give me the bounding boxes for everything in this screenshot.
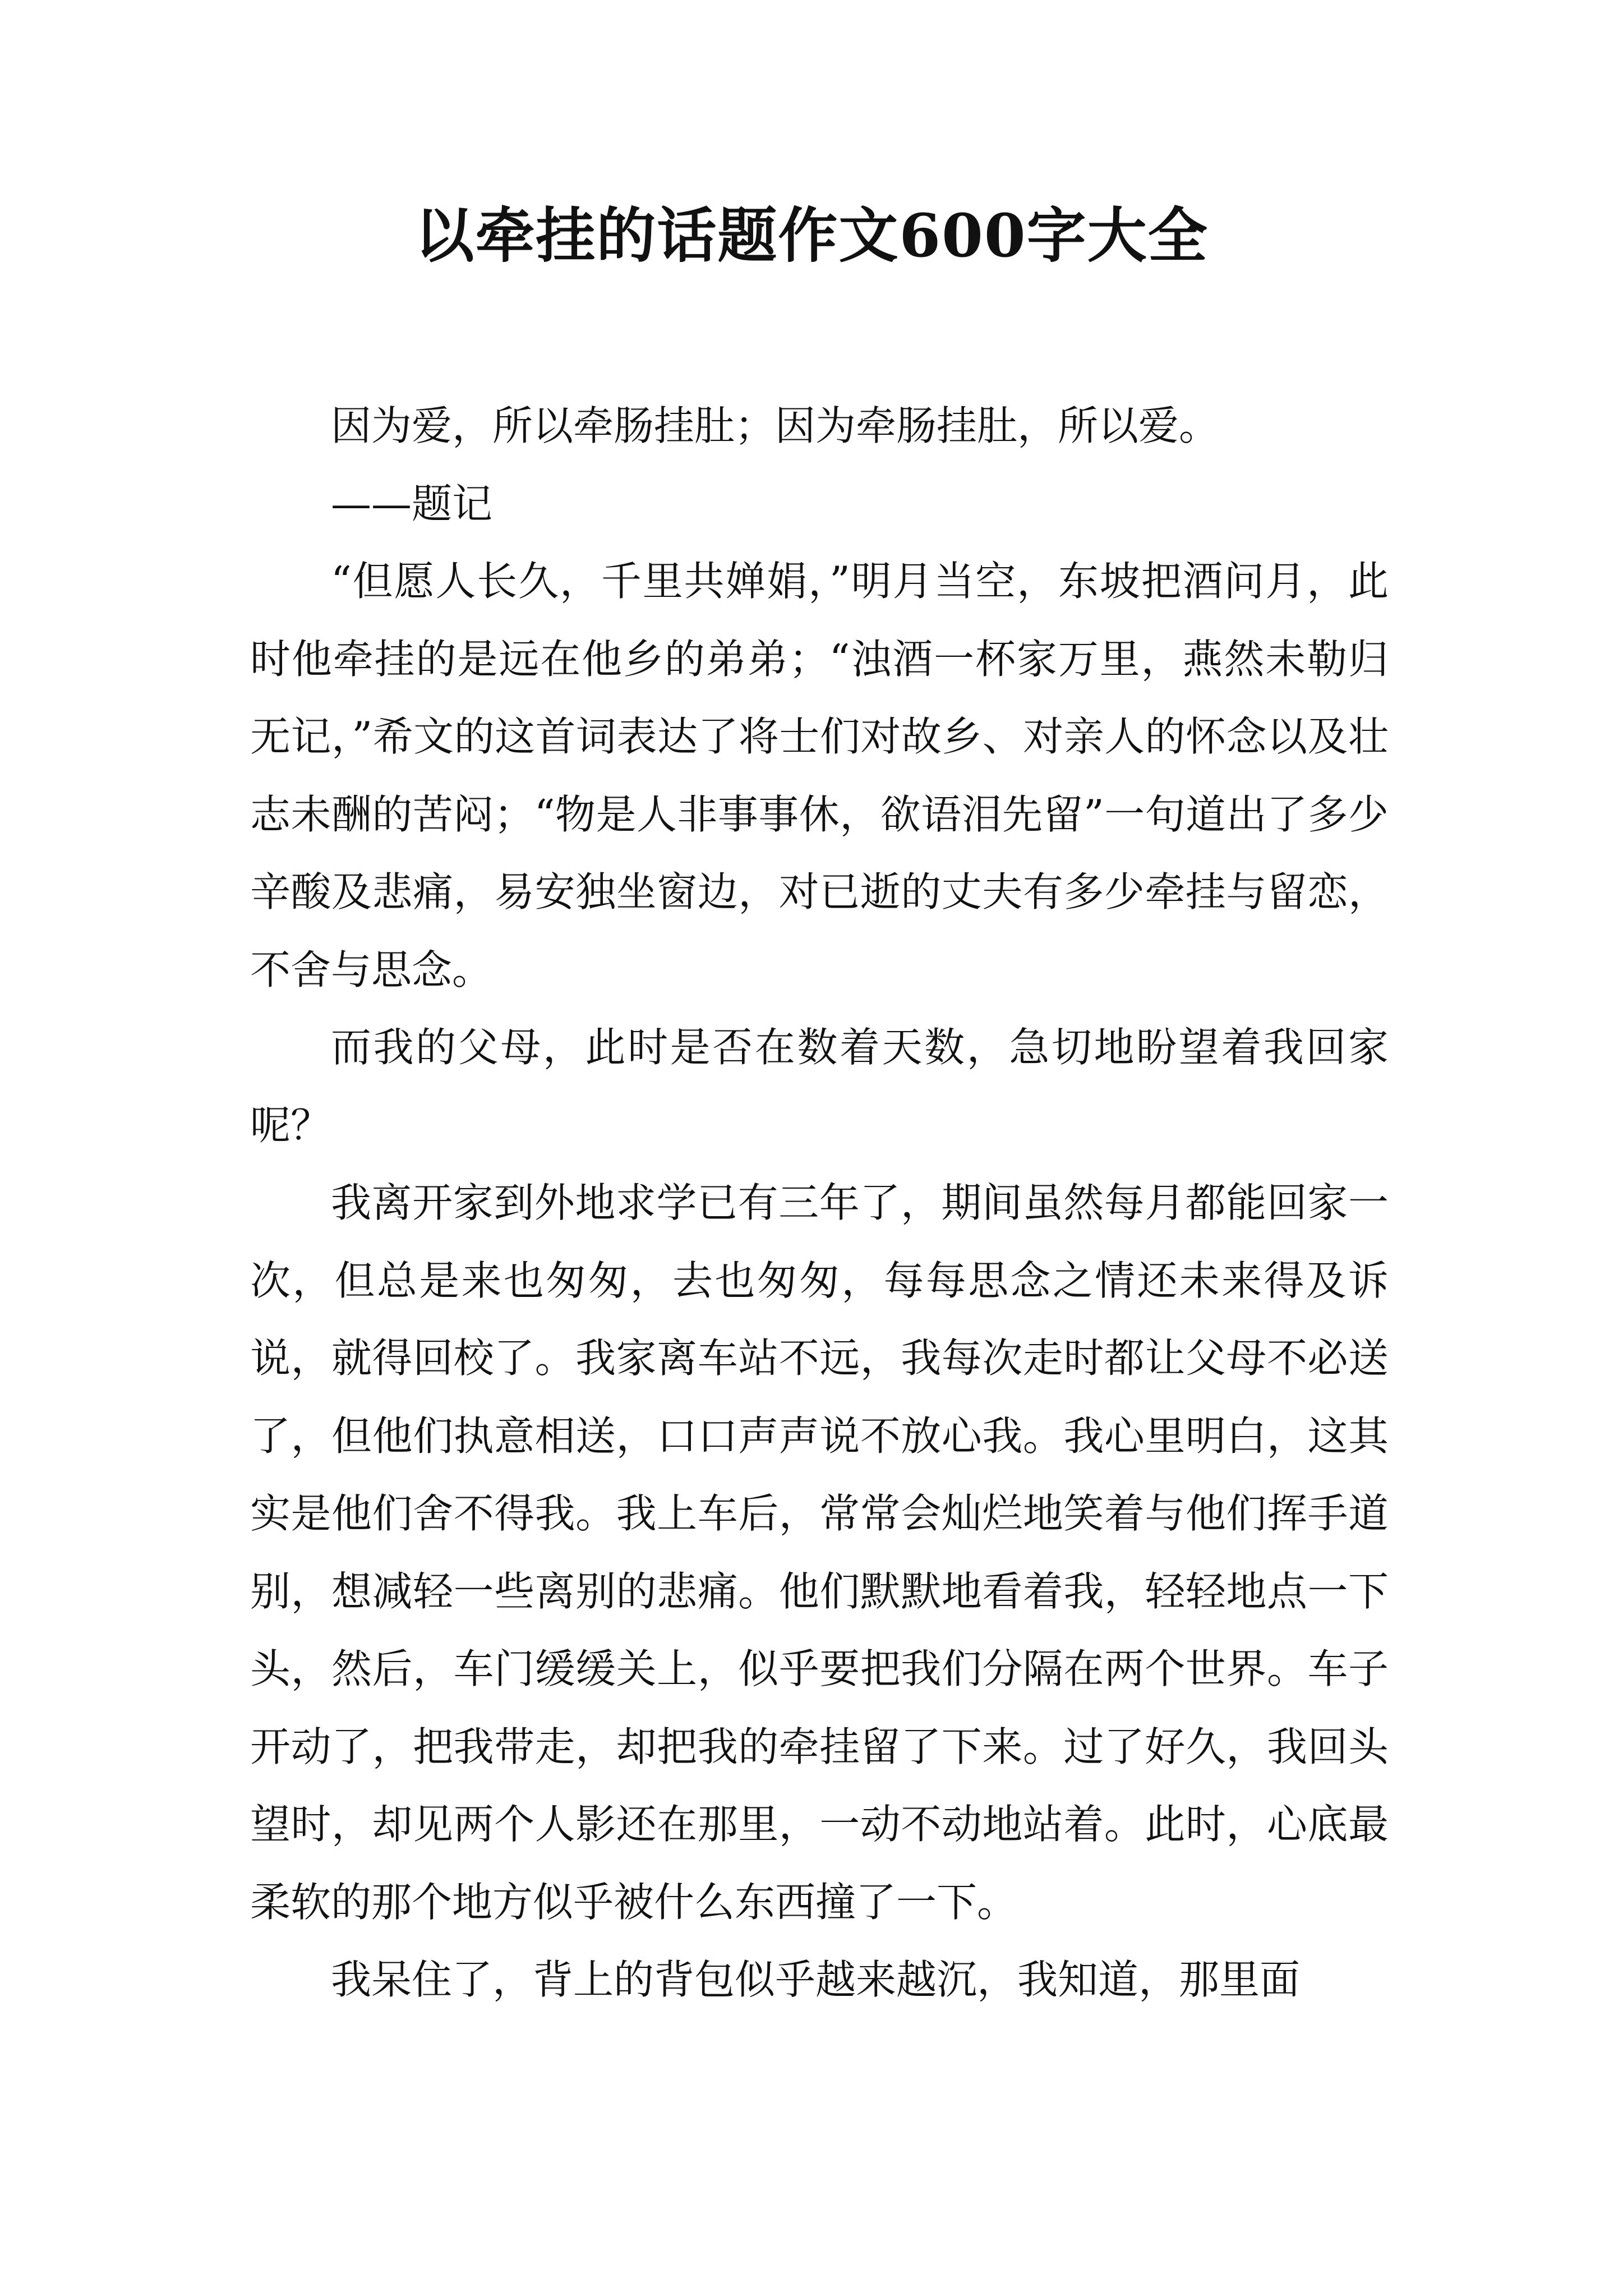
paragraph-poetry: “但愿人长久，千里共婵娟，”明月当空，东坡把酒问月，此时他牵挂的是远在他乡的弟弟；“浊酒一杯家万里，燕然未勒归无记，”希文的这首词表达了将士们对故乡、对亲人的怀念以及壮志未酬的苦闷；“物是人非事事休，欲语泪先留”一句道出了多少辛酸及悲痛，易安独坐窗边，对已逝的丈夫有多少牵挂与留恋，不舍与思念。 bbox=[250, 558, 1389, 993]
paragraph-backpack: 我呆住了，背上的背包似乎越来越沉，我知道，那里面 bbox=[331, 1956, 1301, 2003]
epigraph-attribution: ——题记 bbox=[331, 480, 493, 527]
paragraph-farewell: 我离开家到外地求学已有三年了，期间虽然每月都能回家一次，但总是来也匆匆，去也匆匆，每每思念之情还未来得及诉说，就得回校了。我家离车站不远，我每次走时都让父母不必送了，但他们执意相送，口口声声说不放心我。我心里明白，这其实是他们舍不得我。我上车后，常常会灿烂地笑着与他们挥手道别，想减轻一些离别的悲痛。他们默默地看着我，轻轻地点一下头，然后，车门缓缓关上，似乎要把我们分隔在两个世界。车子开动了，把我带走，却把我的牵挂留了下来。过了好久，我回头望时，却见两个人影还在那里，一动不动地站着。此时，心底最柔软的那个地方似乎被什么东西撞了一下。 bbox=[250, 1179, 1389, 1926]
document-body bbox=[250, 387, 1389, 2019]
paragraph-parents: 而我的父母，此时是否在数着天数，急切地盼望着我回家呢？ bbox=[250, 1024, 1389, 1149]
epigraph: 因为爱，所以牵肠挂肚；因为牵肠挂肚，所以爱。 bbox=[331, 402, 1220, 449]
document-title: 以牵挂的话题作文600字大全 bbox=[414, 200, 1209, 270]
